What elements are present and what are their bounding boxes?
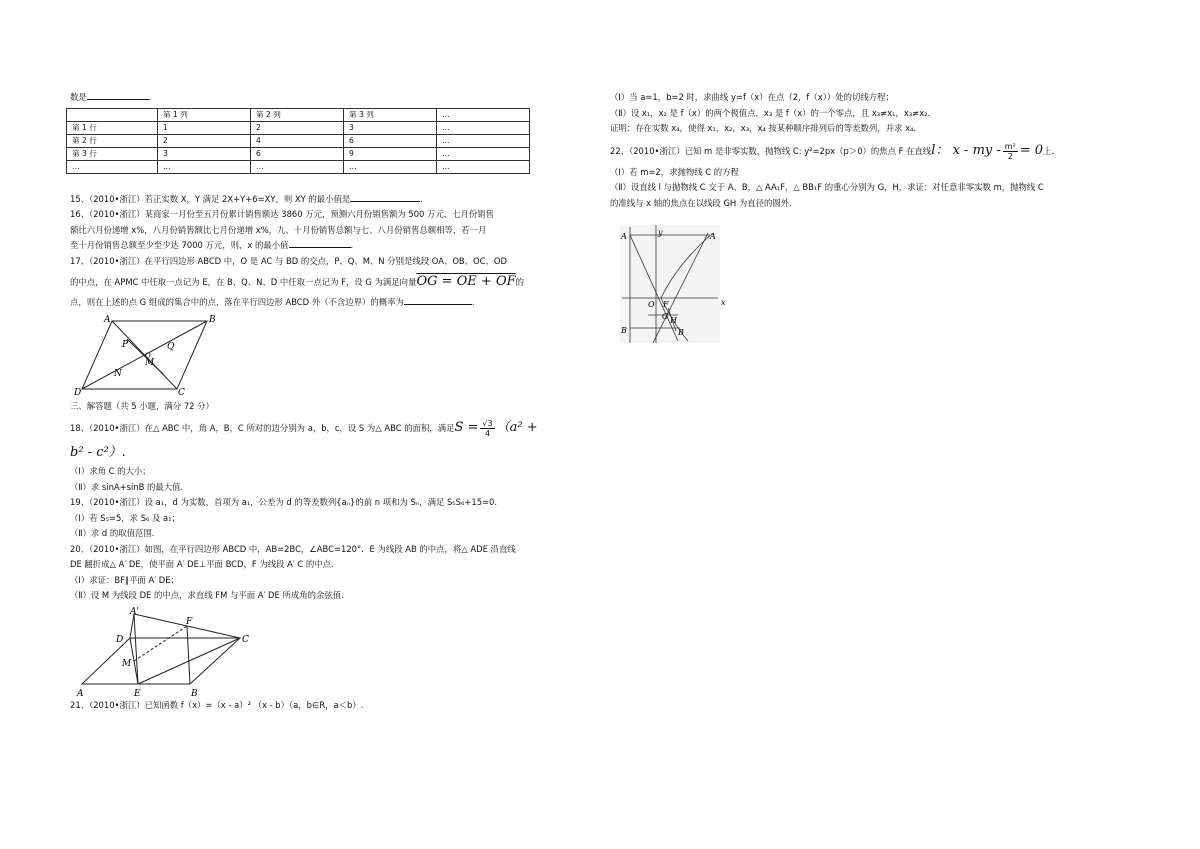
q17-vector-equation: OG = OE + OF (416, 274, 516, 289)
q20-part-i: （Ⅰ）求证：BF∥平面 A′ DE； (70, 574, 179, 585)
table-cell: … (251, 160, 344, 173)
q21-statement: 21、（2010•浙江）已知函数 f（x）=（x - a）² （x - b）（a，b∈R，a＜b）. (70, 699, 364, 710)
label-b: B (191, 688, 198, 698)
q22-part-ii-line-2: 的准线与 x 轴的焦点在以线段 GH 为直径的圆外. (610, 197, 792, 208)
table-cell: … (437, 147, 530, 160)
label-m: M (145, 357, 155, 368)
q16-end: . (350, 240, 354, 250)
q18-fraction-denominator: 4 (484, 429, 491, 438)
q17-line-3-text: 点，则在上述的点 G 组成的集合中的点，落在平行四边形 ABCD 外（不含边界）的概率为 (70, 297, 404, 307)
label-q: Q (167, 341, 175, 352)
q17-line-2 (70, 269, 590, 295)
table-cell: … (437, 160, 530, 173)
q22-fraction-numerator: m² (1004, 141, 1016, 151)
q20-part-ii: （Ⅱ）设 M 为线段 DE 的中点，求直线 FM 与平面 A′ DE 所成角的余弦值. (70, 590, 344, 600)
table-cell: 6 (251, 147, 344, 160)
table-cell: 第 3 行 (67, 147, 158, 160)
q22-formula-a: l： x - my - (931, 142, 1001, 158)
label-a-prime: A' (130, 606, 139, 617)
q22-line-1 (610, 137, 1130, 165)
label-h: H (670, 316, 677, 325)
table-cell: … (67, 160, 158, 173)
label-d: D (116, 634, 124, 645)
q18-formula-rhs: （a² + (496, 420, 538, 435)
q19-part-i: （Ⅰ）若 S₅=5，求 S₆ 及 a₁； (70, 512, 180, 523)
q15-text: 15、（2010•浙江）若正实数 X，Y 满足 2X+Y+6=XY，则 XY 的最小值是 (70, 193, 351, 204)
label-b1: B (621, 326, 627, 335)
parabola-figure-22 (618, 223, 733, 348)
left-column (70, 90, 590, 713)
table-header-row (67, 108, 530, 121)
label-e: E (134, 688, 141, 698)
table-cell: … (437, 108, 530, 121)
label-x-axis: x (721, 298, 726, 307)
answer-blank (87, 90, 149, 100)
q18-line-1 (70, 414, 590, 442)
table-cell: 3 (158, 147, 251, 160)
q16-line-3 (70, 238, 590, 254)
label-b: B (209, 314, 216, 325)
table-cell: 6 (344, 134, 437, 147)
q19-line-1: 19、（2010•浙江）设 a₁，d 为实数，首项为 a₁，公差为 d 的等差数列{aₙ}的前 n 项和为 Sₙ，满足 S₅S₆+15=0. (70, 497, 498, 507)
table-cell: 3 (344, 121, 437, 134)
label-o: O (648, 300, 655, 309)
label-c: C (178, 387, 185, 397)
q18-line-2: b² - c²）. (70, 445, 126, 460)
q18-formula-lhs: S = (454, 420, 479, 435)
table-cell: … (437, 121, 530, 134)
q19-part-ii: （Ⅱ）求 d 的取值范围. (70, 528, 155, 538)
label-p: P (122, 339, 129, 350)
table-cell (67, 108, 158, 121)
table-row (67, 160, 530, 173)
table-cell: 4 (251, 134, 344, 147)
q20-line-1: 20、（2010•浙江）如图，在平行四边形 ABCD 中，AB=2BC，∠ABC=120°．E 为线段 AB 的中点，将△ ADE 沿直线 (70, 543, 516, 554)
q17-line-2-text: 的中点，在 APMC 中任取一点记为 E，在 B、Q、N、D 中任取一点记为 F，设 G 为满足向量 (70, 277, 417, 287)
q18-fraction (480, 419, 494, 438)
label-a: A (77, 688, 84, 698)
table-cell: 第 3 列 (344, 108, 437, 121)
q16-line-2: 额比六月份递增 x%，八月份销售额比七月份递增 x%，九、十月份销售总额与七、八月份销售总额相等，若一月 (70, 224, 487, 235)
multiplication-table (66, 108, 530, 174)
label-m: M (122, 658, 132, 669)
table-cell: 2 (251, 121, 344, 134)
answer-blank (350, 192, 420, 202)
q21-part-ii: （Ⅱ）设 x₁，x₂ 是 f（x）的两个极值点，x₃ 是 f（x）的一个零点，且 x₃≠x₁，x₃≠x₂. (610, 107, 931, 118)
label-f: F (186, 616, 193, 627)
right-column (610, 90, 1130, 348)
table-cell: 2 (158, 134, 251, 147)
q16-line-1: 16、（2010•浙江）某商家一月份至五月份累计销售额达 3860 万元，预测六月份销售额为 500 万元，七月份销售 (70, 209, 495, 219)
label-a: A (104, 314, 111, 325)
table-cell: 第 1 行 (67, 121, 158, 134)
table-cell: 第 2 行 (67, 134, 158, 147)
parallelogram-figure-17 (72, 313, 222, 397)
q18-line-1-text: 18、（2010•浙江）在△ ABC 中，角 A，B，C 所对的边分别为 a，b，c，设 S 为△ ABC 的面积，满足 (70, 423, 455, 433)
table-row (67, 121, 530, 134)
question-15 (70, 192, 590, 208)
q14-suffix: . (148, 92, 152, 102)
q16-line-3-text: 至十月份销售总额至少至少达 7000 万元，则，x 的最小值 (70, 240, 289, 250)
q22-formula-b: = 0 (1019, 142, 1044, 158)
answer-blank (404, 295, 472, 305)
label-b: B (678, 328, 684, 337)
q22-fraction (1003, 142, 1018, 161)
q22-part-ii-line-1: （Ⅱ）设直线 l 与抛物线 C 交于 A、B，△ AA₁F，△ BB₁F 的重心分别为 G，H，求证：对任意非零实数 m，抛物线 C (610, 182, 1044, 192)
q22-fraction-denominator: 2 (1007, 151, 1013, 161)
q14-prefix: 数是 (70, 92, 87, 102)
table-row (67, 134, 530, 147)
label-d: D (74, 387, 82, 397)
q15-end: . (420, 193, 423, 204)
q18-fraction-numerator: √3 (482, 419, 493, 428)
table-cell: 第 1 列 (158, 108, 251, 121)
label-a1: A (621, 232, 627, 241)
label-g: G (662, 312, 669, 321)
folded-parallelogram-figure-20 (72, 606, 262, 698)
label-y-axis: y (658, 228, 663, 237)
table-cell: 1 (158, 121, 251, 134)
table-cell: … (344, 160, 437, 173)
q17-end: . (471, 297, 475, 307)
q22-line-1-text: 22、（2010•浙江）已知 m 是非零实数，抛物线 C: y²=2px（p＞0）的焦点 F 在直线 (610, 145, 932, 156)
q17-line-3 (70, 295, 590, 311)
q21-proof: 证明：存在实数 x₄，使得 x₁，x₂，x₃，x₄ 按某种顺序排列后的等差数列，并求 x₄. (610, 123, 917, 133)
label-f: F (663, 300, 669, 309)
q21-part-i: （Ⅰ）当 a=1，b=2 时，求曲线 y=f（x）在点（2，f（x））处的切线方程； (610, 92, 894, 102)
q20-line-2: DE 翻折成△ A′ DE，使平面 A′ DE⊥平面 BCD，F 为线段 A′ C 的中点. (70, 559, 334, 569)
answer-blank (289, 238, 351, 248)
section-3-heading: 三、解答题（共 5 小题，满分 72 分） (70, 400, 214, 411)
table-row (67, 147, 530, 160)
label-n: N (114, 368, 122, 379)
q17-line-2-end: 的 (515, 277, 524, 287)
label-a: A (710, 232, 716, 241)
label-c: C (242, 634, 249, 645)
q18-part-ii: （Ⅱ）求 sinA+sinB 的最大值. (70, 481, 184, 492)
q18-part-i: （Ⅰ）求角 C 的大小； (70, 466, 151, 476)
table-cell: 第 2 列 (251, 108, 344, 121)
q14-tail (70, 90, 590, 106)
q22-part-i: （Ⅰ）若 m=2，求抛物线 C 的方程 (610, 166, 739, 177)
table-cell: … (158, 160, 251, 173)
table-cell: 9 (344, 147, 437, 160)
q22-line-1-end: 上. (1043, 145, 1055, 156)
label-o: O (145, 351, 151, 360)
table-cell: … (437, 134, 530, 147)
q17-line-1: 17、（2010•浙江）在平行四边形 ABCD 中，O 是 AC 与 BD 的交点，P、Q、M、N 分别是线段 OA、OB、OC、OD (70, 255, 507, 266)
